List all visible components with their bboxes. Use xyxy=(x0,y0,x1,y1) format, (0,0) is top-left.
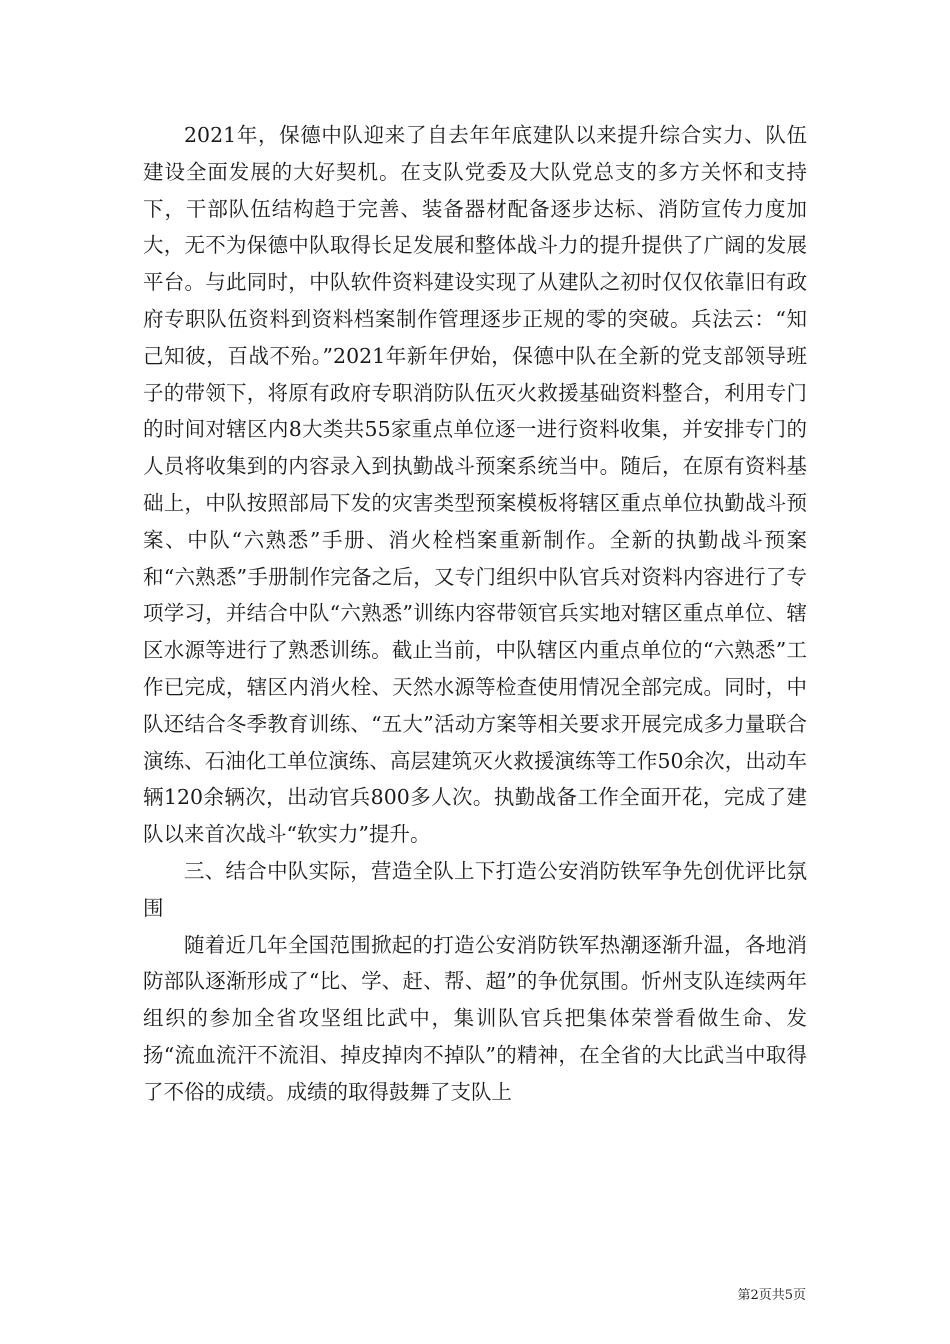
paragraph-iron-army: 随着近几年全国范围掀起的打造公安消防铁军热潮逐渐升温，各地消防部队逐渐形成了“比、学、赶、帮、超”的争优氛围。忻州支队连续两年组织的参加全省攻坚组比武中，集训队官兵把集体荣誉看做生命、发扬“流血流汗不流泪、掉皮掉肉不掉队”的精神，在全省的大比武当中取得了不俗的成绩。成绩的取得鼓舞了支队上 xyxy=(143,932,807,1104)
body-text xyxy=(143,117,807,1111)
section-heading-three: 三、结合中队实际，营造全队上下打造公安消防铁军争先创优评比氛围 xyxy=(143,858,807,920)
page-footer xyxy=(737,1284,806,1303)
page-number: 第2页共5页 xyxy=(737,1288,806,1303)
paragraph-duty-readiness: 2021年，保德中队迎来了自去年年底建队以来提升综合实力、队伍建设全面发展的大好契机。在支队党委及大队党总支的多方关怀和支持下，干部队伍结构趋于完善、装备器材配备逐步达标、消防宣传力度加大，无不为保德中队取得长足发展和整体战斗力的提升提供了广阔的发展平台。与此同时，中队软件资料建设实现了从建队之初时仅仅依靠旧有政府专职队伍资料到资料档案制作管理逐步正规的零的突破。兵法云：“知己知彼，百战不殆。”2021年新年伊始，保德中队在全新的党支部领导班子的带领下，将原有政府专职消防队伍灭火救援基础资料整合，利用专门的时间对辖区内8大类共55家重点单位逐一进行资料收集，并安排专门的人员将收集到的内容录入到执勤战斗预案系统当中。随后，在原有资料基础上，中队按照部局下发的灾害类型预案模板将辖区重点单位执勤战斗预案、中队“六熟悉”手册、消火栓档案重新制作。全新的执勤战斗预案和“六熟悉”手册制作完备之后，又专门组织中队官兵对资料内容进行了专项学习，并结合中队“六熟悉”训练内容带领官兵实地对辖区重点单位、辖区水源等进行了熟悉训练。截止当前，中队辖区内重点单位的“六熟悉”工作已完成，辖区内消火栓、天然水源等检查使用情况全部完成。同时，中队还结合冬季教育训练、“五大”活动方案等相关要求开展完成多力量联合演练、石油化工单位演练、高层建筑灭火救援演练等工作50余次，出动车辆120余辆次，出动官兵800多人次。执勤战备工作全面开花，完成了建队以来首次战斗“软实力”提升。 xyxy=(143,123,807,847)
